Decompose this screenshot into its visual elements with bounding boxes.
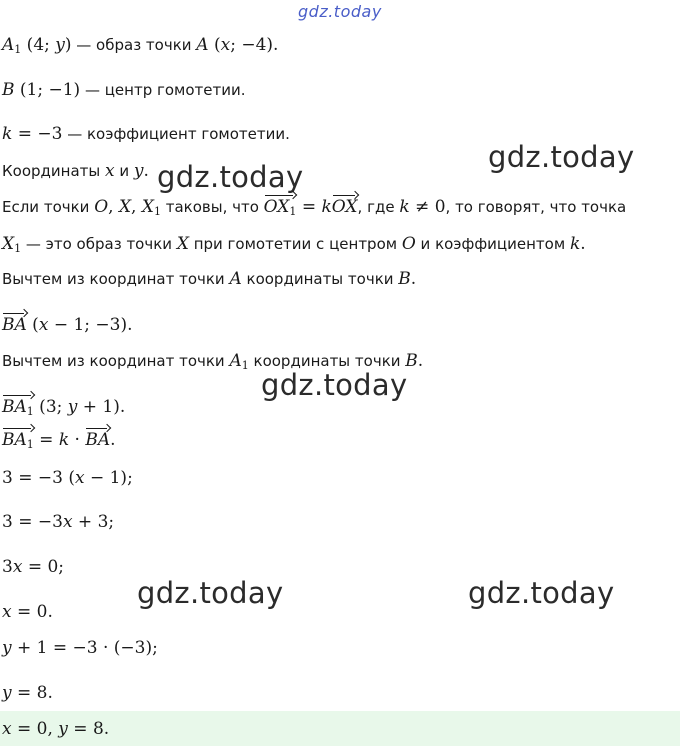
solution-line: 3 = −3 (x − 1); <box>2 468 133 488</box>
watermark: gdz.today <box>468 576 615 610</box>
solution-line: BA (x − 1; −3). <box>2 311 133 339</box>
solution-line: Вычтем из координат точки $A_1$ координаты точки B. <box>2 351 424 372</box>
solution-line: $BA_1 = k$ · BA. <box>2 426 116 454</box>
watermark: gdz.today <box>157 160 304 194</box>
answer-line: x = 0, y = 8. <box>2 719 110 739</box>
solution-line: $BA_1$ (3; y + 1). <box>2 393 125 421</box>
solution-line: $A_1$ (4; y) — образ точки A (x; −4). <box>2 35 279 56</box>
solution-line: Если точки O, X, $X_1$ таковы, что $OX_1$ = kOX, где k ≠ 0, то говорят, что точка <box>2 193 626 221</box>
solution-line: k = −3 — коэффициент гомотетии. <box>2 124 290 144</box>
watermark: gdz.today <box>261 368 408 402</box>
watermark: gdz.today <box>137 576 284 610</box>
solution-line: B (1; −1) — центр гомотетии. <box>2 80 246 100</box>
watermark-top: gdz.today <box>298 2 382 21</box>
solution-line: $X_1$ — это образ точки X при гомотетии с центром O и коэффициентом k. <box>2 234 586 255</box>
solution-line: y = 8. <box>2 683 53 703</box>
solution-line: y + 1 = −3 · (−3); <box>2 638 158 658</box>
watermark: gdz.today <box>488 140 635 174</box>
solution-line: 3x = 0; <box>2 557 65 577</box>
solution-line: Вычтем из координат точки A координаты точки B. <box>2 269 417 289</box>
solution-line: 3 = −3x + 3; <box>2 512 115 532</box>
solution-line: Координаты x и y. <box>2 161 149 181</box>
solution-line: x = 0. <box>2 602 53 622</box>
